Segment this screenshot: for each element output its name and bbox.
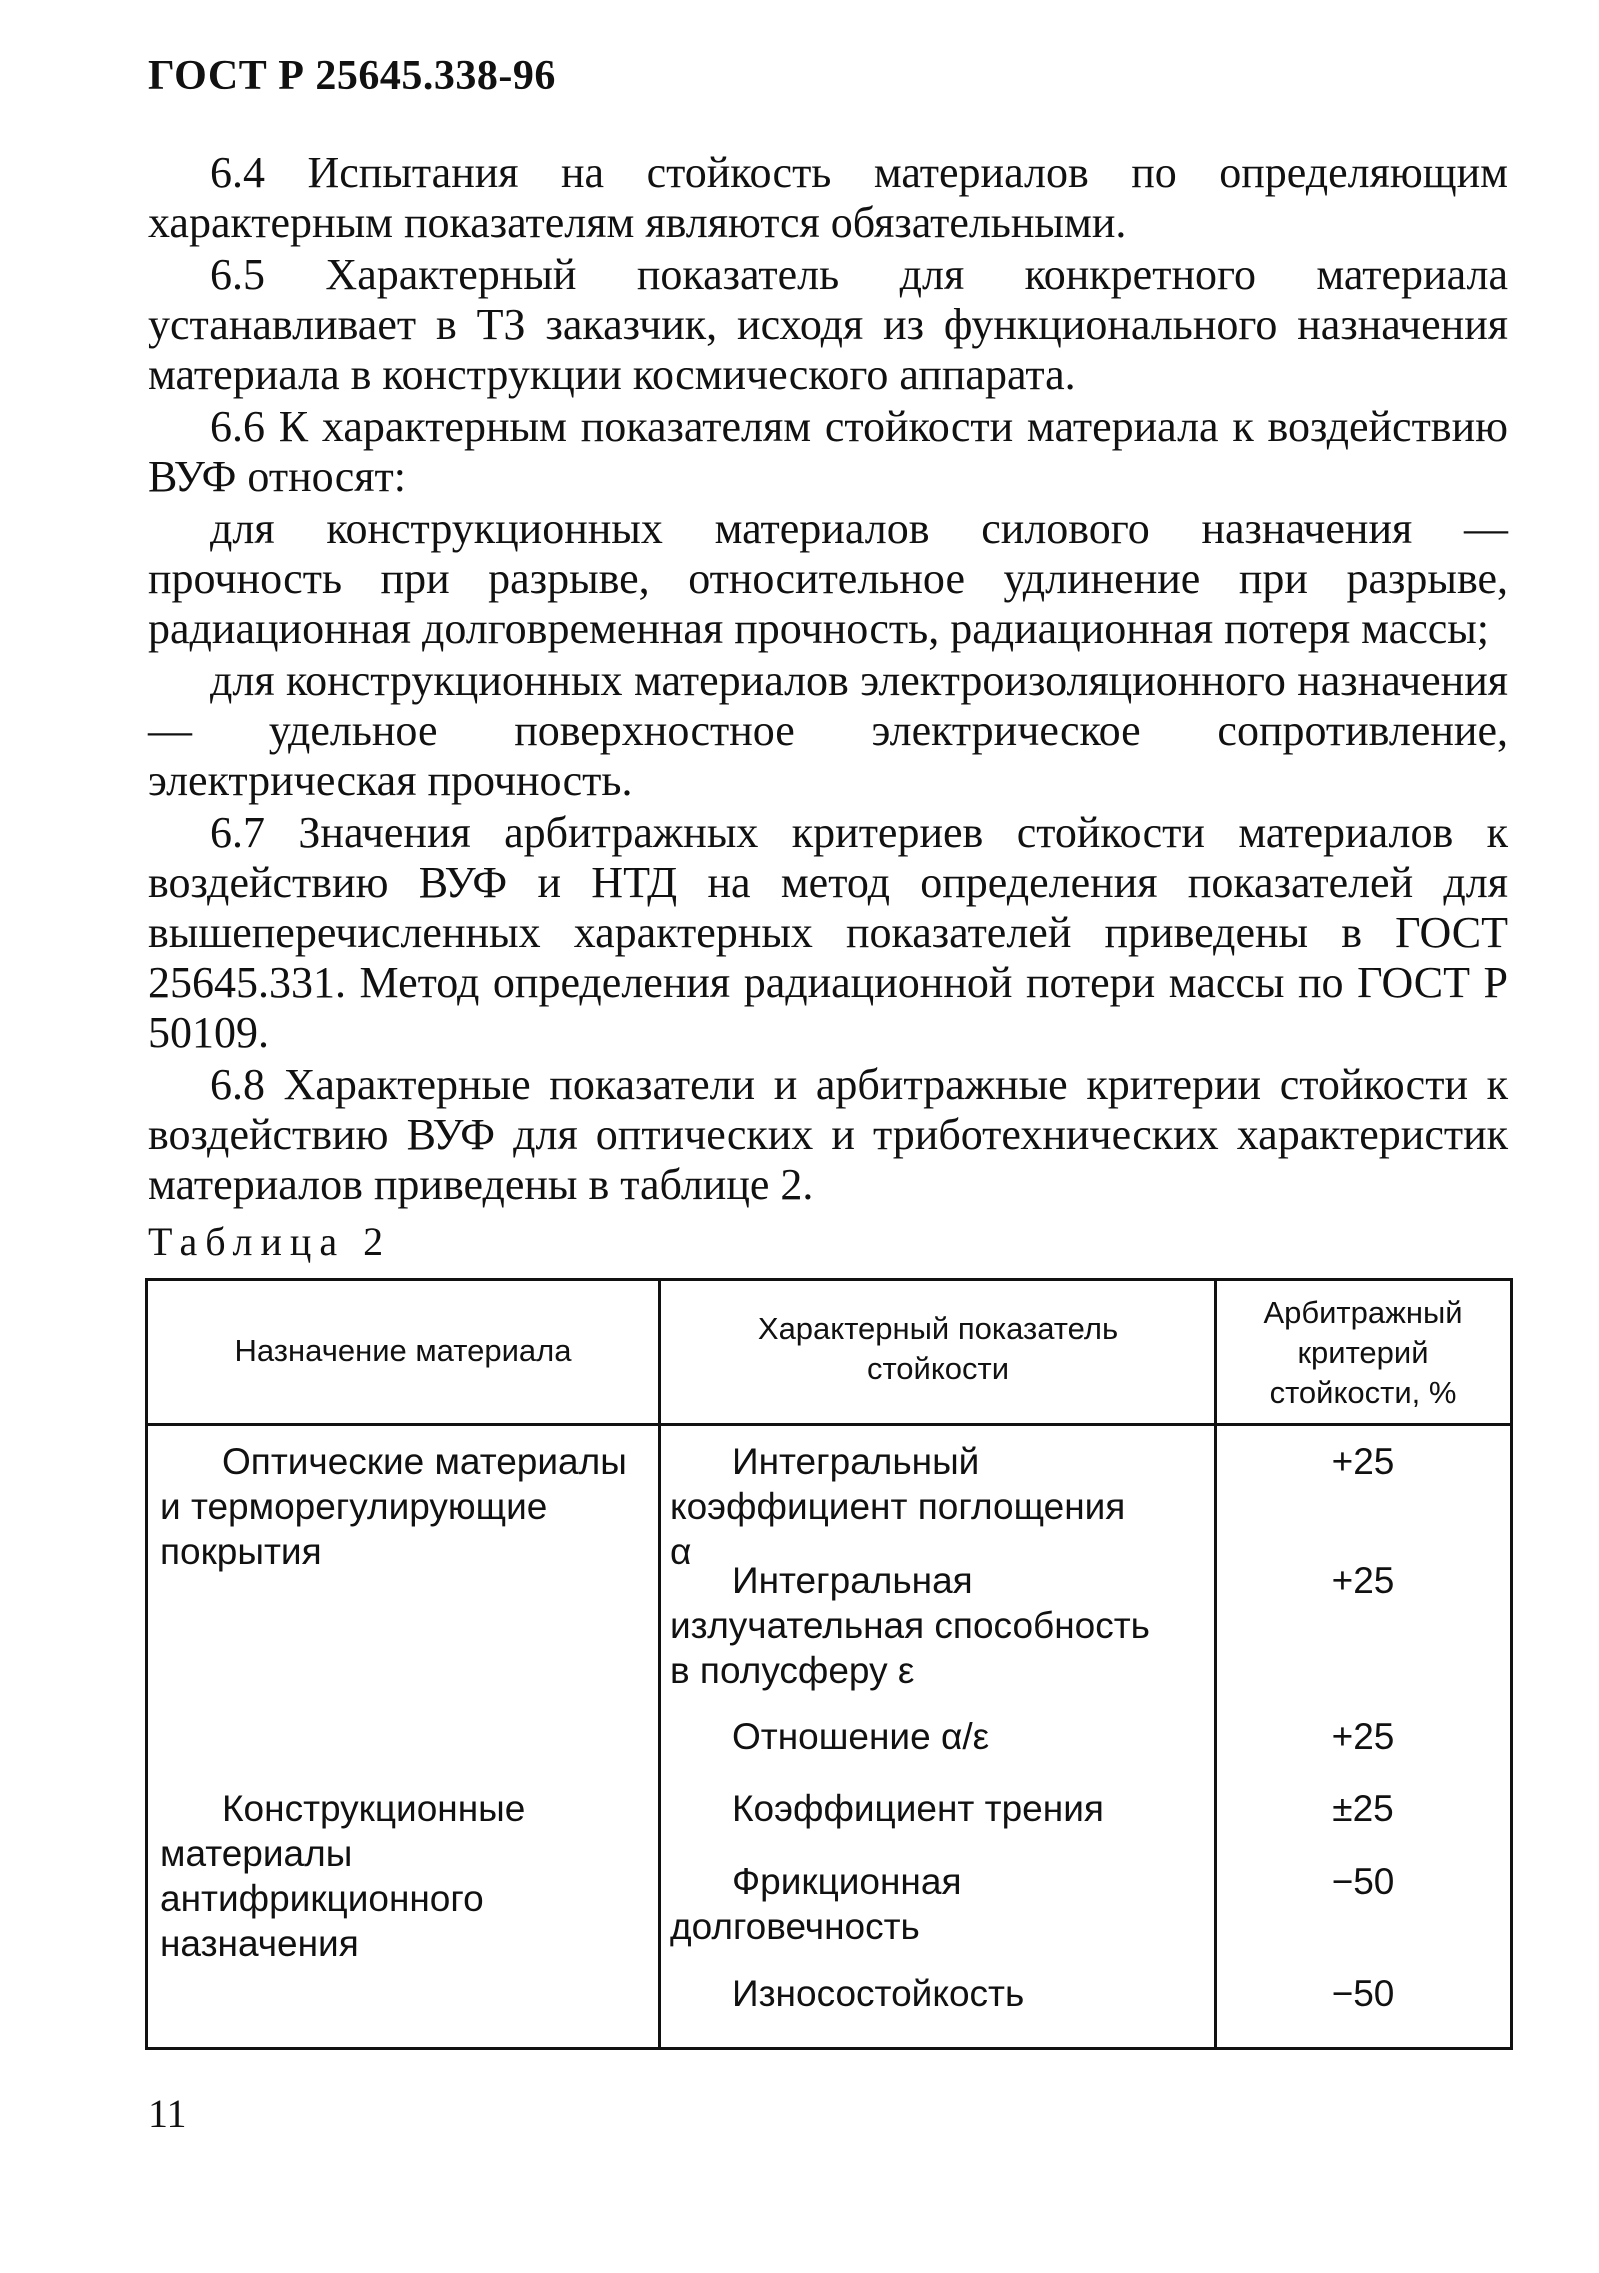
paragraph-6-6-item-1: для конструкционных материалов силового назначения — прочность при разрыве, относительное удлинение при разрыве, радиационная долговременная прочность, радиационная потеря массы; [148,504,1508,653]
table-cell-criterion: +25 [1331,1560,1395,1601]
paragraph-6-4: 6.4 Испытания на стойкость материалов по определяющим характерным показателям являются обязательными. [148,148,1508,247]
table-cell-indicator: Интегральная излучательная способность в полусферу ε [670,1560,1150,1691]
table-cell-indicator: Фрикционная долговечность [670,1861,962,1947]
table-cell-indicator: Интегральный коэффициент поглощения α [670,1441,1126,1572]
table-cell-criterion: +25 [1331,1716,1395,1757]
table-cell-criterion: −50 [1331,1973,1395,2014]
paragraph-6-5: 6.5 Характерный показатель для конкретного материала устанавливает в ТЗ заказчик, исходя из функционального назначения материала в конструкции космического аппарата. [148,250,1508,399]
paragraph-6-8: 6.8 Характерные показатели и арбитражные критерии стойкости к воздействию ВУФ для оптических и триботехнических характеристик материалов приведены в таблице 2. [148,1060,1508,1209]
paragraph-6-6-item-2: для конструкционных материалов электроизоляционного назначения — удельное поверхностное электрическое сопротивление, электрическая прочность. [148,656,1508,805]
table-cell-criterion: ±25 [1332,1788,1394,1829]
table-header-divider [148,1423,1510,1426]
table-2 [145,1278,1513,2050]
table-caption: Таблица 2 [148,1219,392,1264]
page-number: 11 [148,2091,187,2136]
table-divider [1214,1281,1217,2047]
header-indicator: Характерный показатель стойкости [757,1311,1119,1386]
table-divider [658,1281,661,2047]
paragraph-6-6: 6.6 К характерным показателям стойкости материала к воздействию ВУФ относят: [148,402,1508,501]
table-cell-criterion: −50 [1331,1861,1395,1902]
table-cell-criterion: +25 [1331,1441,1395,1482]
table-cell-material: Оптические материалы и терморегулирующие покрытия [160,1441,627,1572]
table-cell-indicator: Отношение α/ε [732,1716,990,1757]
table-cell-indicator: Износостойкость [732,1973,1025,2014]
paragraph-6-7: 6.7 Значения арбитражных критериев стойкости материалов к воздействию ВУФ и НТД на метод определения показателей для вышеперечисленных характерных показателей приведены в ГОСТ 25645.331. Метод определения радиационной потери массы по ГОСТ Р 50109. [148,808,1508,1057]
table-cell-material: Конструкционные материалы антифрикционного назначения [160,1788,526,1964]
body-text [148,148,1508,1212]
header-criterion: Арбитражный критерий стойкости, % [1263,1295,1463,1410]
header-material: Назначение материала [234,1333,572,1368]
table-cell-indicator: Коэффициент трения [732,1788,1104,1829]
document-header: ГОСТ Р 25645.338-96 [148,53,556,99]
